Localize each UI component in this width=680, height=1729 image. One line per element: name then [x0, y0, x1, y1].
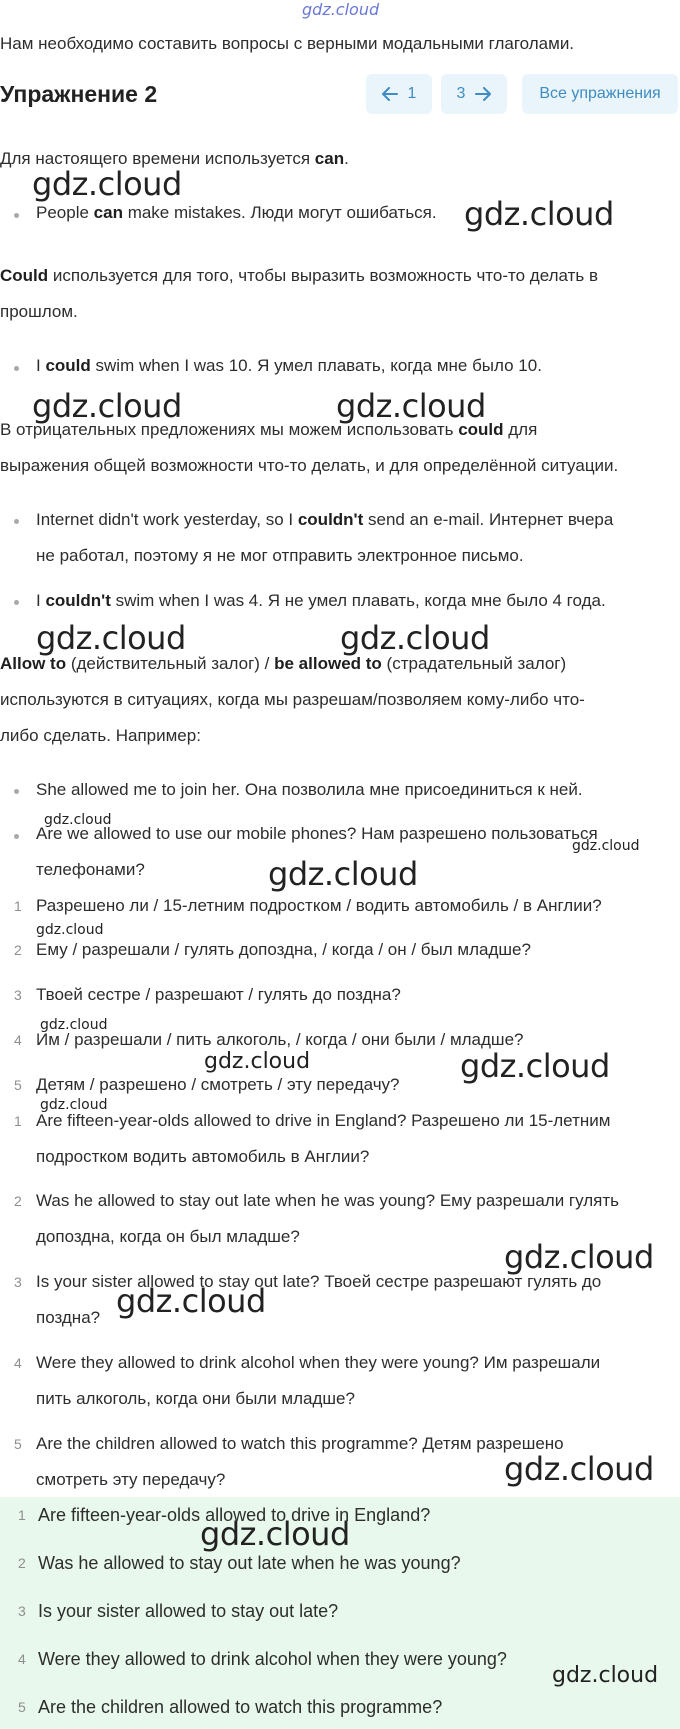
prev-exercise-button[interactable] [366, 74, 432, 114]
answer-item: Was he allowed to stay out late when he was young? [38, 1553, 461, 1573]
rule-allow-cont-2: либо сделать. Например: [0, 726, 201, 745]
rule-could-cont: прошлом. [0, 302, 78, 321]
translation-number: 3 [14, 1274, 22, 1290]
translation-item-cont: подростком водить автомобиль в Англии? [36, 1147, 370, 1166]
rule-negative: В отрицательных предложениях мы можем использовать could для [0, 420, 538, 439]
bullet-icon [14, 366, 19, 371]
answer-item: Are the children allowed to watch this programme? [38, 1697, 443, 1717]
example-couldnt-2: I couldn't swim when I was 4. Я не умел плавать, когда мне было 4 года. [36, 591, 606, 610]
all-exercises-button[interactable] [522, 74, 678, 114]
answer-item: Is your sister allowed to stay out late? [38, 1601, 339, 1621]
watermark: gdz.cloud [200, 1515, 350, 1553]
prompt-number: 1 [14, 898, 22, 914]
answer-number: 3 [18, 1603, 26, 1619]
translation-item: Is your sister allowed to stay out late? Твоей сестре разрешают гулять до [36, 1272, 602, 1291]
next-exercise-button[interactable] [441, 74, 507, 114]
example-couldnt-1: Internet didn't work yesterday, so I couldn't send an e-mail. Интернет вчера [36, 510, 614, 529]
bullet-icon [14, 213, 19, 218]
watermark: gdz.cloud [552, 1663, 659, 1688]
translation-number: 2 [14, 1193, 22, 1209]
translation-item-cont: допоздна, когда он был младше? [36, 1227, 300, 1246]
answer-item: Are fifteen-year-olds allowed to drive in England? [38, 1505, 431, 1525]
translation-item-cont: пить алкоголь, когда они были младше? [36, 1389, 355, 1408]
watermark: gdz.cloud [36, 922, 104, 938]
answer-number: 2 [18, 1555, 26, 1571]
intro-text: Нам необходимо составить вопросы с верными модальными глаголами. [0, 34, 575, 53]
answer-number: 5 [18, 1699, 26, 1715]
page-title: Упражнение 2 [0, 81, 158, 107]
rule-allow-cont: используются в ситуациях, когда мы разрешам/позволяем кому-либо что- [0, 690, 585, 709]
prompt-item: Твоей сестре / разрешают / гулять до поздна? [36, 985, 401, 1004]
translation-number: 4 [14, 1355, 22, 1371]
watermark: gdz.cloud [340, 619, 490, 657]
rule-allow: Allow to (действительный залог) / be allowed to (страдательный залог) [0, 654, 567, 673]
prompt-number: 5 [14, 1077, 22, 1093]
rule-can: Для настоящего времени используется can. [0, 149, 349, 168]
watermark: gdz.cloud [460, 1047, 610, 1085]
translation-item: Are fifteen-year-olds allowed to drive in England? Разрешено ли 15-летним [36, 1111, 611, 1130]
example-allowed-1: She allowed me to join her. Она позволила мне присоединиться к ней. [36, 780, 583, 799]
watermark: gdz.cloud [32, 165, 182, 203]
bullet-icon [14, 834, 19, 839]
translation-item: Was he allowed to stay out late when he was young? Ему разрешали гулять [36, 1191, 620, 1210]
rule-negative-cont: выражения общей возможности что-то делать, и для определённой ситуации. [0, 456, 619, 475]
watermark: gdz.cloud [40, 1017, 108, 1033]
rule-could: Could используется для того, чтобы выразить возможность что-то делать в [0, 266, 598, 285]
arrow-right-icon [475, 87, 491, 101]
watermark: gdz.cloud [572, 838, 640, 854]
prompt-item: Им / разрешали / пить алкоголь, / когда / они были / младше? [36, 1030, 524, 1049]
prompt-number: 2 [14, 942, 22, 958]
watermark: gdz.cloud [32, 387, 182, 425]
watermark: gdz.cloud [336, 387, 486, 425]
watermark: gdz.cloud [504, 1238, 654, 1276]
watermark: gdz.cloud [116, 1282, 266, 1320]
watermark: gdz.cloud [268, 855, 418, 893]
next-exercise-label: 3 [456, 85, 466, 102]
bullet-icon [14, 600, 19, 605]
example-could: I could swim when I was 10. Я умел плавать, когда мне было 10. [36, 356, 542, 375]
example-can: People can make mistakes. Люди могут ошибаться. [36, 203, 437, 222]
watermark: gdz.cloud [204, 1049, 311, 1074]
bullet-icon [14, 789, 19, 794]
prompt-item: Детям / разрешено / смотреть / эту передачу? [36, 1075, 400, 1094]
prompt-item: Разрешено ли / 15-летним подростком / водить автомобиль / в Англии? [36, 896, 602, 915]
translation-number: 1 [14, 1113, 22, 1129]
prompt-number: 3 [14, 987, 22, 1003]
all-exercises-label: Все упражнения [539, 85, 661, 102]
arrow-left-icon [382, 87, 398, 101]
prompt-item: Ему / разрешали / гулять допоздна, / когда / он / был младше? [36, 940, 531, 959]
translation-item-cont: поздна? [36, 1308, 101, 1327]
translation-item: Are the children allowed to watch this programme? Детям разрешено [36, 1434, 564, 1453]
watermark: gdz.cloud [40, 1097, 108, 1113]
translation-item-cont: смотреть эту передачу? [36, 1470, 226, 1489]
example-allowed-2-cont: телефонами? [36, 860, 145, 879]
answer-item: Were they allowed to drink alcohol when they were young? [38, 1649, 507, 1669]
watermark: gdz.cloud [464, 195, 614, 233]
prompt-number: 4 [14, 1032, 22, 1048]
translation-number: 5 [14, 1436, 22, 1452]
answer-number: 1 [18, 1507, 26, 1523]
bullet-icon [14, 519, 19, 524]
prev-exercise-label: 1 [407, 85, 417, 102]
answer-number: 4 [18, 1651, 26, 1667]
watermark: gdz.cloud [36, 619, 186, 657]
example-couldnt-1-cont: не работал, поэтому я не мог отправить электронное письмо. [36, 546, 524, 565]
watermark: gdz.cloud [44, 812, 112, 828]
translation-item: Were they allowed to drink alcohol when they were young? Им разрешали [36, 1353, 601, 1372]
watermark: gdz.cloud [504, 1450, 654, 1488]
watermark-top: gdz.cloud [302, 0, 380, 19]
example-allowed-2: Are we allowed to use our mobile phones? Нам разрешено пользоваться [36, 824, 598, 843]
